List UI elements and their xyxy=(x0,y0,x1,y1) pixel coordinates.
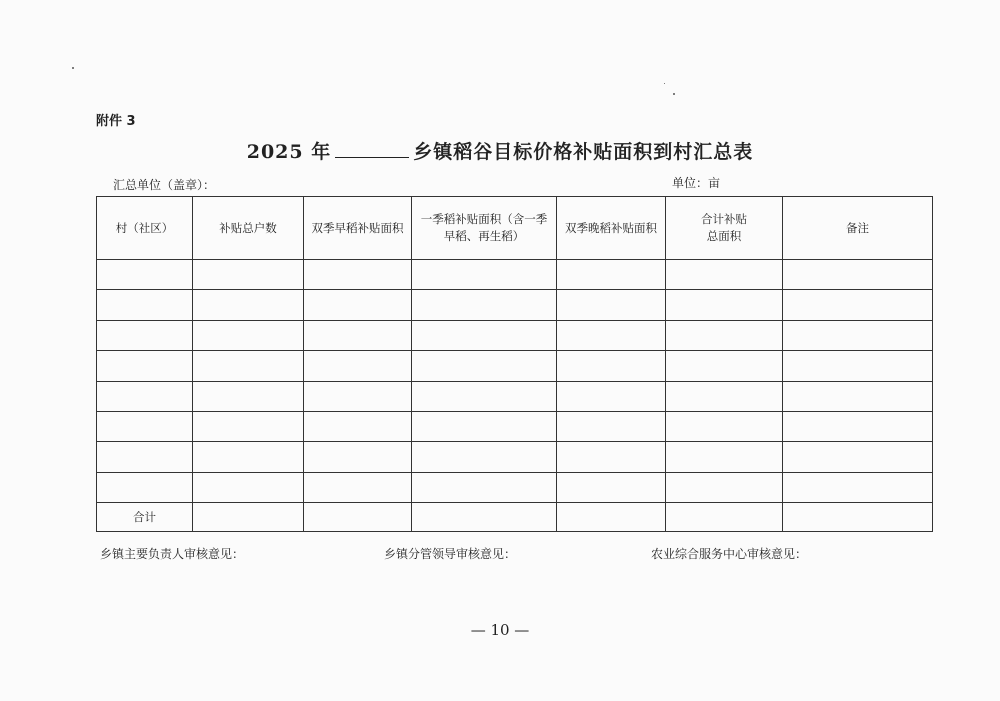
table-cell xyxy=(666,290,783,320)
table-row xyxy=(97,320,933,350)
header-single-season-line1: 一季稻补贴面积（含一季 xyxy=(420,212,548,227)
table-cell xyxy=(304,472,412,502)
header-double-late: 双季晚稻补贴面积 xyxy=(557,197,666,260)
table-cell xyxy=(412,442,557,472)
table-cell xyxy=(193,351,304,381)
table-cell xyxy=(412,411,557,441)
table-cell xyxy=(557,503,666,532)
table-row xyxy=(97,411,933,441)
table-cell xyxy=(557,320,666,350)
table-cell xyxy=(783,260,933,290)
table-total-row xyxy=(97,503,933,532)
table-cell xyxy=(412,290,557,320)
header-village: 村（社区） xyxy=(97,197,193,260)
table-cell xyxy=(412,320,557,350)
table-cell xyxy=(783,290,933,320)
table-cell xyxy=(783,442,933,472)
table-cell xyxy=(193,442,304,472)
table-cell xyxy=(304,290,412,320)
table-cell xyxy=(97,442,193,472)
township-leader-review-label: 乡镇分管领导审核意见： xyxy=(384,547,517,561)
scan-speck xyxy=(72,67,74,69)
table-cell xyxy=(193,320,304,350)
scan-speck xyxy=(673,93,675,95)
table-cell xyxy=(193,260,304,290)
table-row xyxy=(97,351,933,381)
township-head-review-label: 乡镇主要负责人审核意见： xyxy=(100,547,245,561)
table-cell xyxy=(666,260,783,290)
table-cell xyxy=(304,503,412,532)
header-single-season-line2: 早稻、再生稻） xyxy=(443,229,525,243)
table-cell xyxy=(412,503,557,532)
table-row xyxy=(97,472,933,502)
header-total-area-line1: 合计补贴 xyxy=(701,212,747,227)
table-cell xyxy=(97,472,193,502)
table-cell xyxy=(783,411,933,441)
table-cell xyxy=(304,351,412,381)
table-cell xyxy=(193,472,304,502)
summary-table xyxy=(96,196,933,532)
table-cell xyxy=(193,503,304,532)
table-cell xyxy=(304,411,412,441)
table-cell xyxy=(412,381,557,411)
header-remarks: 备注 xyxy=(783,197,933,260)
table-cell xyxy=(97,411,193,441)
table-cell xyxy=(783,351,933,381)
table-cell xyxy=(97,381,193,411)
title-year: 2025 年 xyxy=(246,141,332,163)
table-cell xyxy=(193,290,304,320)
table-cell xyxy=(97,351,193,381)
table-cell xyxy=(557,472,666,502)
table-cell xyxy=(412,351,557,381)
area-unit-label: 单位：亩 xyxy=(672,176,721,190)
agri-center-review-label: 农业综合服务中心审核意见： xyxy=(651,547,808,561)
table-row xyxy=(97,381,933,411)
table-cell xyxy=(304,320,412,350)
table-row xyxy=(97,290,933,320)
table-header-row xyxy=(97,197,933,260)
attachment-label: 附件 3 xyxy=(96,114,136,129)
header-single-season xyxy=(412,197,557,260)
table-row xyxy=(97,442,933,472)
table-cell xyxy=(412,472,557,502)
table-cell xyxy=(412,260,557,290)
table-cell xyxy=(557,260,666,290)
title-blank-line xyxy=(335,141,409,158)
table-cell xyxy=(666,320,783,350)
table-cell xyxy=(304,381,412,411)
table-cell xyxy=(97,260,193,290)
table-cell xyxy=(783,503,933,532)
table-cell xyxy=(97,290,193,320)
table-cell xyxy=(557,411,666,441)
summary-unit-label: 汇总单位（盖章）： xyxy=(113,178,216,192)
table-cell xyxy=(666,503,783,532)
header-double-early: 双季早稻补贴面积 xyxy=(304,197,412,260)
page-number: — 10 — xyxy=(470,621,530,639)
table-cell xyxy=(304,442,412,472)
scan-speck xyxy=(664,83,665,84)
table-cell xyxy=(193,381,304,411)
title-text: 乡镇稻谷目标价格补贴面积到村汇总表 xyxy=(413,141,754,163)
table-cell xyxy=(783,472,933,502)
document-title xyxy=(0,137,1000,164)
table-cell xyxy=(557,381,666,411)
header-total-area xyxy=(666,197,783,260)
table-cell xyxy=(783,320,933,350)
table-cell xyxy=(666,411,783,441)
header-total-area-line2: 总面积 xyxy=(706,229,742,243)
table-cell xyxy=(666,381,783,411)
table-cell xyxy=(666,442,783,472)
total-row-label: 合计 xyxy=(97,503,193,532)
table-cell xyxy=(783,381,933,411)
table-cell xyxy=(557,351,666,381)
header-households: 补贴总户数 xyxy=(193,197,304,260)
table-cell xyxy=(557,442,666,472)
table-row xyxy=(97,260,933,290)
table-cell xyxy=(557,290,666,320)
table-cell xyxy=(666,351,783,381)
table-cell xyxy=(193,411,304,441)
table-cell xyxy=(666,472,783,502)
table-cell xyxy=(304,260,412,290)
table-cell xyxy=(97,320,193,350)
